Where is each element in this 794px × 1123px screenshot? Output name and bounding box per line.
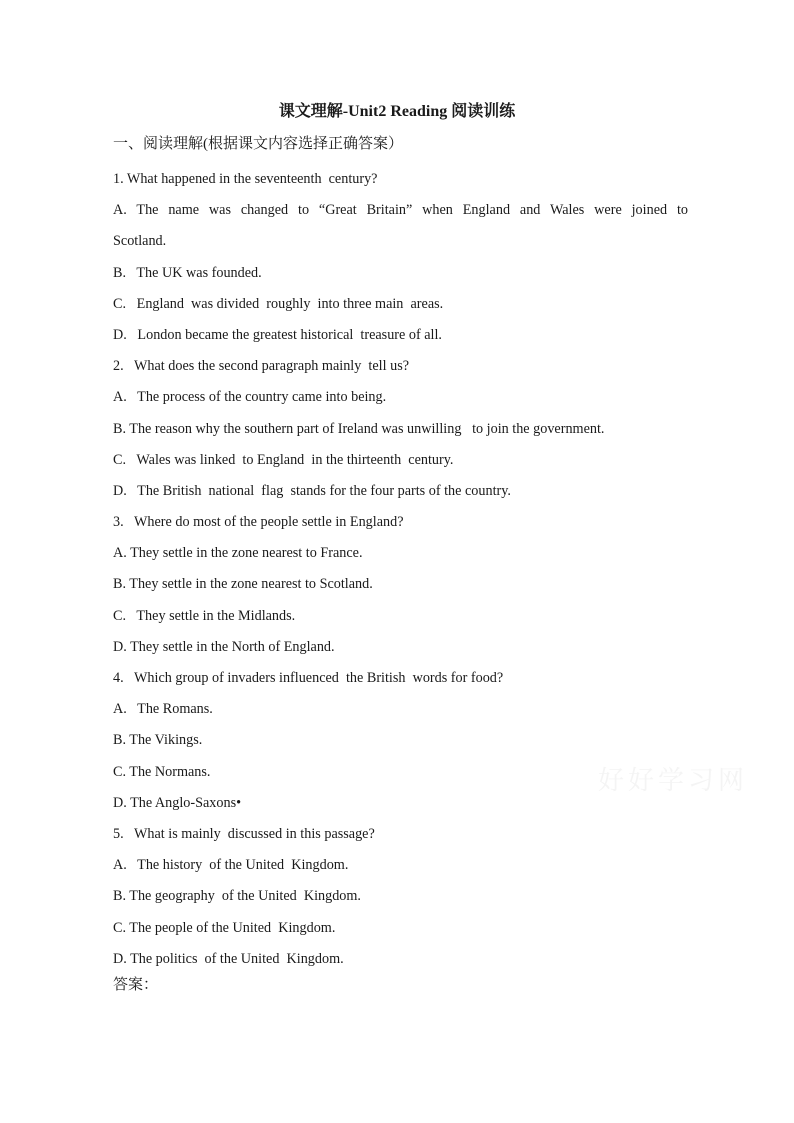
question-3-option-c: C. They settle in the Midlands. [113, 607, 296, 624]
question-4-option-a: A. The Romans. [113, 701, 213, 718]
question-2-option-c: C. Wales was linked to England in the thirteenth century. [113, 451, 454, 468]
question-3-option-a: A. They settle in the zone nearest to France. [113, 545, 363, 562]
question-2-option-d: D. The British national flag stands for the four parts of the country. [113, 482, 511, 499]
question-3-option-b: B. They settle in the zone nearest to Scotland. [113, 576, 373, 593]
question-5-option-d: D. The politics of the United Kingdom. [113, 950, 344, 967]
question-5-option-b: B. The geography of the United Kingdom. [113, 888, 361, 905]
question-2-text: 2. What does the second paragraph mainly tell us? [113, 358, 410, 375]
question-2-option-a: A. The process of the country came into being. [113, 389, 387, 406]
question-1-option-c: C. England was divided roughly into three main areas. [113, 295, 444, 312]
question-4-text: 4. Which group of invaders influenced the British words for food? [113, 670, 504, 686]
question-1-option-d: D. London became the greatest historical treasure of all. [113, 326, 442, 343]
watermark: 好好学习网 [598, 766, 749, 796]
question-5-option-a: A. The history of the United Kingdom. [113, 857, 349, 874]
question-4-option-d: D. The Anglo-Saxons• [113, 794, 242, 811]
question-3-text: 3. Where do most of the people settle in England? [113, 514, 404, 531]
question-4-option-c: C. The Normans. [113, 763, 211, 780]
question-5-option-c: C. The people of the United Kingdom. [113, 919, 336, 936]
question-1-option-a: A. The name was changed to “Great Britain” when England and Wales were joined to [113, 202, 688, 219]
answer-label: 答案： [113, 977, 159, 993]
question-1-option-a-continued: Scotland. [113, 233, 167, 250]
section-heading: 一、阅读理解(根据课文内容选择正确答案） [113, 136, 403, 152]
question-3-option-d: D. They settle in the North of England. [113, 638, 335, 655]
question-1-option-b: B. The UK was founded. [113, 264, 262, 281]
question-5-text: 5. What is mainly discussed in this passage? [113, 825, 375, 842]
question-2-option-b: B. The reason why the southern part of Ireland was unwilling to join the government. [113, 420, 605, 437]
document-title: 课文理解-Unit2 Reading 阅读训练 [278, 103, 516, 120]
question-1-text: 1. What happened in the seventeenth century? [113, 171, 378, 187]
question-4-option-b: B. The Vikings. [113, 732, 203, 749]
question-list [113, 164, 688, 975]
